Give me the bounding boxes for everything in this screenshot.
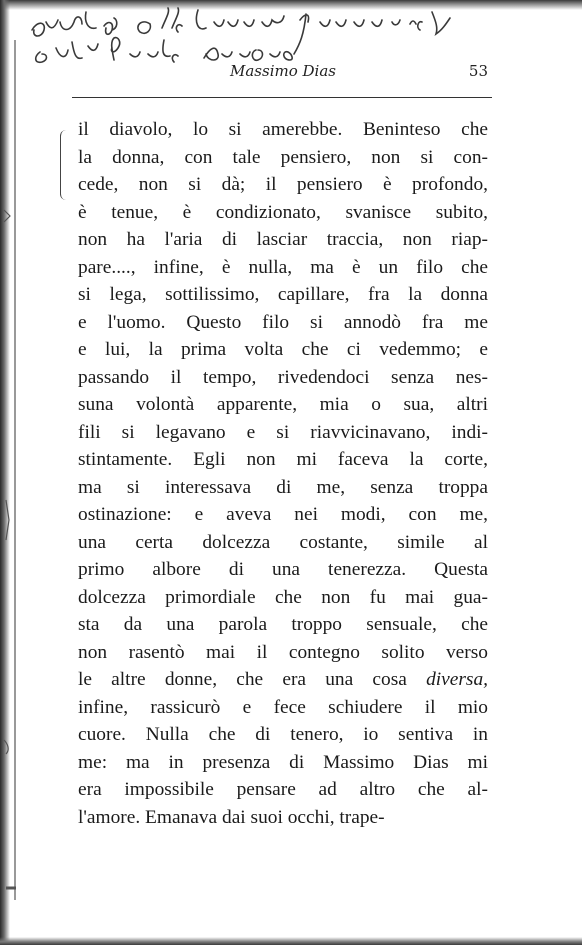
text-line: e lui, la prima volta che ci vedemmo; e	[78, 339, 488, 360]
text-line: pare...., infine, è nulla, ma è un filo che	[78, 256, 488, 278]
text-line: ma si interessava di me, senza troppa	[78, 476, 488, 498]
text-line: dolcezza primordiale che non fu mai gua-	[78, 586, 488, 608]
text-line: la donna, con tale pensiero, non si con-	[78, 146, 488, 168]
italic-word: diversa,	[426, 669, 488, 690]
page-number: 53	[468, 62, 488, 80]
clip-mark	[6, 500, 9, 540]
clip-mark	[4, 740, 8, 754]
text-line: non ha l'aria di lasciar traccia, non riap-	[78, 229, 488, 250]
text-line: cede, non si dà; il pensiero è profondo,	[78, 174, 488, 195]
text-line: è tenue, è condizionato, svanisce subito,	[78, 201, 488, 223]
text-line: non rasentò mai il contegno solito verso	[78, 641, 488, 663]
text-line: si lega, sottilissimo, capillare, fra la donna	[78, 284, 488, 305]
text-line: passando il tempo, rivedendoci senza nes-	[78, 366, 488, 388]
clip-mark	[4, 210, 10, 222]
text-line: l'amore. Emanava dai suoi occhi, trape-	[78, 806, 385, 828]
text-line: una certa dolcezza costante, simile al	[78, 531, 488, 553]
text-line: era impossibile pensare ad altro che al-	[78, 779, 488, 800]
text-segment: le altre donne, che era una cosa	[78, 669, 427, 690]
running-title: Massimo Dias	[230, 62, 336, 80]
text-line: il diavolo, lo si amerebbe. Beninteso che	[78, 119, 488, 140]
text-line: e l'uomo. Questo filo si annodò fra me	[78, 311, 488, 333]
text-line: sta da una parola troppo sensuale, che	[78, 614, 488, 635]
text-line: fili si legavano e si riavvicinavano, indi-	[78, 421, 488, 443]
text-line: suna volontà apparente, mia o sua, altri	[78, 394, 488, 415]
text-line: ostinazione: e aveva nei modi, con me,	[78, 504, 488, 525]
text-line: infine, rassicurò e fece schiudere il mio	[78, 696, 488, 718]
text-line: primo albore di una tenerezza. Questa	[78, 559, 488, 580]
text-line: stintamente. Egli non mi faceva la corte,	[78, 449, 488, 470]
text-line: cuore. Nulla che di tenero, io sentiva in	[78, 724, 488, 745]
text-line: me: ma in presenza di Massimo Dias mi	[78, 751, 488, 773]
